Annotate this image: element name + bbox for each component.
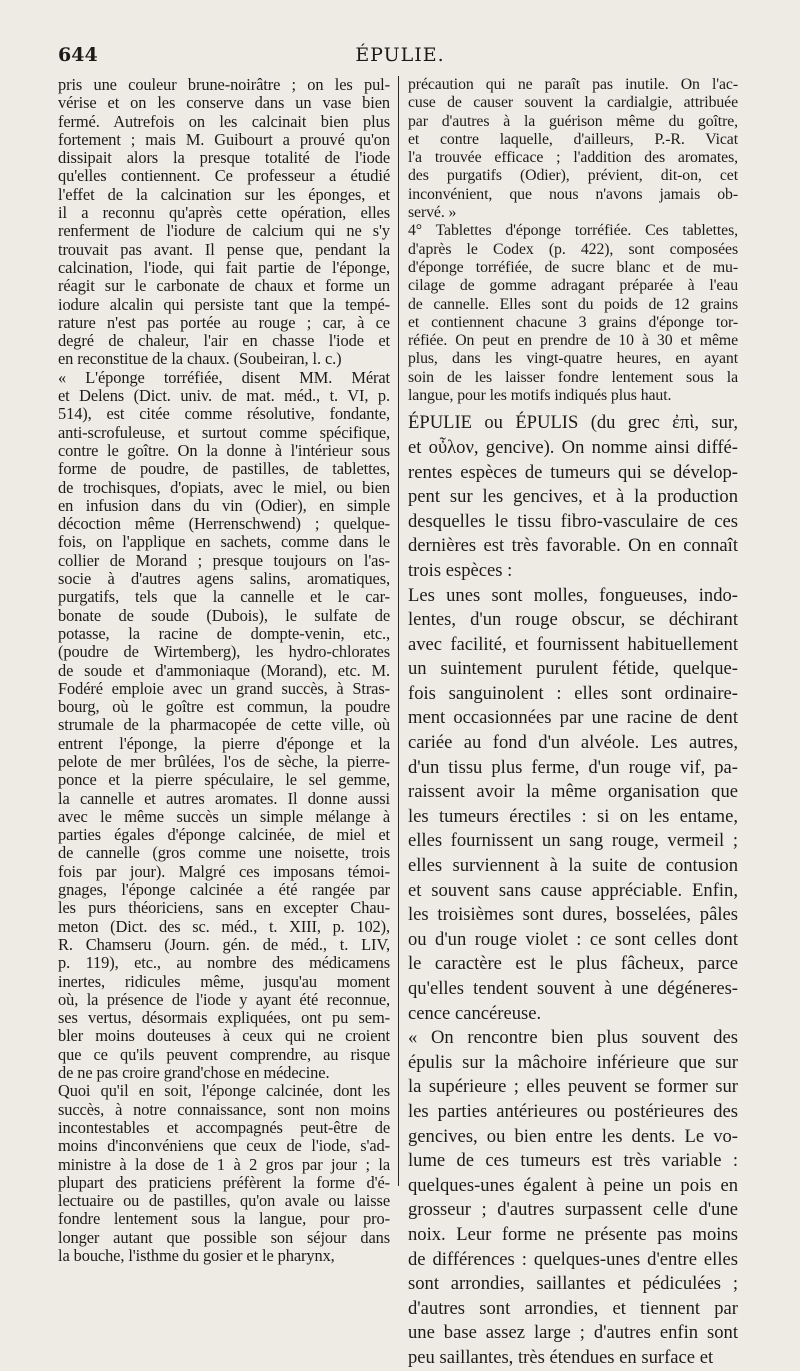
text-line: bourg, où le goître est commun, la poudre <box>58 698 390 717</box>
text-line: desquelles le tissu fibro-vasculaire de ces <box>408 510 738 532</box>
text-line: anti-scrofuleuse, et surtout comme spécifique, <box>58 423 390 442</box>
text-line: dernières est très favorable. On en connaît <box>408 535 738 557</box>
text-line: plupart des praticiens préfèrent la forme d'é- <box>58 1173 390 1192</box>
text-line: rature n'est pas portée au rouge ; car, à ce <box>58 313 390 332</box>
text-line: ministre à la dose de 1 à 2 gros par jour ; la <box>58 1155 390 1174</box>
text-line: « L'éponge torréfiée, disent MM. Mérat <box>58 368 390 387</box>
left-column <box>58 76 390 1265</box>
text-line: ses vertus, désormais expliquées, ont pu sem- <box>58 1009 390 1028</box>
text-line: d'après le Codex (p. 422), sont composées <box>408 240 738 258</box>
text-line: (poudre de Wirtemberg), les hydro-chlorates <box>58 643 390 662</box>
text-line: par d'autres à la guérison même du goître, <box>408 112 738 130</box>
text-line: socie à d'autres agens salins, aromatiques, <box>58 570 390 589</box>
text-line: gnages, l'éponge calcinée a été rangée par <box>58 881 390 900</box>
text-line: d'éponge torréfiée, de sucre blanc et de mu- <box>408 258 738 276</box>
text-line: trouvait pas avant. Il pense que, pendant la <box>58 240 390 259</box>
text-line: qu'elles tendent souvent à une dégéneres- <box>408 978 738 999</box>
text-line: de cannelle (gros comme une noisette, trois <box>58 844 390 863</box>
text-line: fois sanguinolent : elles sont ordinaire- <box>408 682 738 704</box>
text-line: gencives, ou bien entre les dents. Le vo- <box>408 1125 738 1147</box>
text-line: de soude et d'ammoniaque (Morand), etc. M. <box>58 661 390 680</box>
text-line: et οὖλον, gencive). On nomme ainsi diffé- <box>408 436 738 458</box>
text-line: précaution qui ne paraît pas inutile. On l'ac- <box>408 76 738 93</box>
text-line: ment occasionnées par une racine de dent <box>408 707 738 729</box>
text-line: fois par jour). Malgré ces imposans témoi- <box>58 862 390 881</box>
column-divider <box>398 76 399 1186</box>
text-line: de trochisques, d'opiats, avec le miel, ou bien <box>58 478 390 497</box>
text-line: l'effet de la calcination sur les éponges, et <box>58 185 390 204</box>
text-line: bonate de soude (Dubois), le sulfate de <box>58 606 390 625</box>
text-line: fermé. Autrefois on les calcinait bien plus <box>58 112 390 131</box>
text-line: forme de poudre, de pastilles, de tablettes, <box>58 460 390 479</box>
text-line: incontestables et accompagnés peut-être de <box>58 1118 390 1137</box>
text-line: épulis sur la mâchoire inférieure que sur <box>408 1051 738 1073</box>
text-line: longer autant que possible son séjour dans <box>58 1228 390 1247</box>
text-line: il a reconnu qu'après cette opération, elles <box>58 204 390 223</box>
text-line: peu saillantes, très étendues en surface et <box>408 1346 714 1368</box>
text-line: raissent avoir la même organisation que <box>408 781 738 803</box>
text-line: cilage de gomme adragant préparée à l'eau <box>408 277 738 295</box>
text-line: trois espèces : <box>408 559 513 581</box>
text-line: elles surviennent à la suite de contusion <box>408 855 738 877</box>
text-line: Fodéré emploie avec un grand succès, à Stras- <box>58 679 390 698</box>
text-line: avec facilité, et fournissent habituellement <box>408 633 738 655</box>
text-line: cariée au fond d'un alvéole. Les autres, <box>408 732 738 754</box>
text-line: inertes, ridicules même, jusqu'au moment <box>58 972 390 991</box>
text-line: succès, à notre connaissance, sont non moins <box>58 1100 390 1119</box>
text-line: ponce et la pierre spéculaire, le sel gemme, <box>58 771 390 790</box>
text-line: l'a trouvée efficace ; l'addition des aromates, <box>408 149 738 167</box>
text-line: p. 119), etc., au nombre des médicamens <box>58 954 390 973</box>
text-line: de différences : quelques-unes d'entre elles <box>408 1248 738 1270</box>
text-line: dissipait alors la presque totalité de l'iode <box>58 149 390 168</box>
text-line: degré de chaleur, l'air en chasse l'iode et <box>58 332 390 351</box>
text-line: collier de Morand ; presque toujours on l'as- <box>58 551 390 570</box>
text-line: grosseur ; d'autres surpassent celle d'une <box>408 1199 738 1221</box>
text-line: pent sur les gencives, et à la production <box>408 486 738 508</box>
text-line: potasse, la racine de dompte-venin, etc., <box>58 624 390 643</box>
text-line: en infusion dans du vin (Odier), en simple <box>58 496 390 515</box>
text-line: contre le goître. On la donne à l'intérieur sous <box>58 441 390 460</box>
running-head <box>0 44 800 74</box>
text-line: réfiée. On peut en prendre de 10 à 30 et même <box>408 332 738 350</box>
text-line: sont arrondies, saillantes et pédiculées ; <box>408 1273 738 1295</box>
text-line: la bouche, l'isthme du gosier et le pharynx, <box>58 1247 335 1265</box>
text-line: moins d'inconvéniens que ceux de l'iode, s'ad- <box>58 1137 390 1156</box>
text-line: ou d'un rouge violet : ce sont celles dont <box>408 928 738 950</box>
text-line: Quoi qu'il en soit, l'éponge calcinée, dont les <box>58 1082 390 1101</box>
text-line: Les unes sont molles, fongueuses, indo- <box>408 584 738 606</box>
text-line: servé. » <box>408 204 457 222</box>
text-line: 514), est citée comme résolutive, fondante, <box>58 405 390 424</box>
text-line: de ne pas croire grand'chose en médecine. <box>58 1064 330 1083</box>
text-line: elles fournissent un sang rouge, vermeil ; <box>408 830 738 852</box>
text-line: pris une couleur brune-noirâtre ; on les pul- <box>58 76 390 94</box>
text-line: en reconstitue de la chaux. (Soubeiran, l. c.) <box>58 350 342 369</box>
text-line: inconvénient, que nous n'avons jamais ob- <box>408 185 738 203</box>
text-line: cence cancéreuse. <box>408 1002 542 1024</box>
text-line: les purs théoriciens, sans en excepter Chau- <box>58 899 390 918</box>
text-line: iodure alcalin qui persiste tant que la tempé- <box>58 295 390 314</box>
text-line: la cannelle et autres aromates. Il donne aussi <box>58 789 390 808</box>
text-line: les troisièmes sont dures, bosselées, pâles <box>408 904 738 926</box>
text-line: ÉPULIE ou ÉPULIS (du grec ἐπὶ, sur, <box>408 412 738 434</box>
running-title: ÉPULIE. <box>355 44 445 66</box>
text-line: et contiennent chacune 3 grains d'éponge tor- <box>408 313 738 331</box>
text-line: qu'elles contiennent. Ce professeur a étudié <box>58 167 390 186</box>
text-line: les tumeurs érectiles : si on les entame, <box>408 805 738 827</box>
text-line: des purgatifs (Odier), prévient, dit-on, cet <box>408 167 738 185</box>
text-line: noix. Leur forme ne présente pas moins <box>408 1223 738 1245</box>
text-line: R. Chamseru (Journ. gén. de méd., t. LIV, <box>58 935 390 954</box>
text-line: quelques-unes égalent à peine un pois en <box>408 1174 738 1196</box>
text-line: un suintement purulent fétide, quelque- <box>408 658 738 680</box>
text-line: purgatifs, tels que la cannelle et le car- <box>58 588 390 607</box>
text-line: de cannelle. Elles sont du poids de 12 grains <box>408 295 738 313</box>
text-line: fondre lentement sous la langue, pour pro- <box>58 1210 390 1229</box>
text-line: décoction même (Herrenschwend) ; quelque- <box>58 515 390 534</box>
text-line: le caractère est le plus fâcheux, parce <box>408 953 738 975</box>
text-line: calcination, l'iode, qui fait partie de l'éponge, <box>58 258 390 277</box>
text-line: bler moins douteuses à ceux qui ne croient <box>58 1027 390 1046</box>
text-line: réagit sur le carbonate de chaux et forme un <box>58 277 390 296</box>
text-line: et souvent sans cause appréciable. Enfin, <box>408 879 738 901</box>
text-line: entrent l'éponge, la pierre d'éponge et la <box>58 734 390 753</box>
text-line: et Delens (Dict. univ. de mat. méd., t. VI, p. <box>58 387 390 406</box>
right-column-continuation <box>408 76 738 405</box>
text-line: fois, on l'applique en sachets, comme dans le <box>58 533 390 552</box>
text-line: une base assez large ; d'autres enfin sont <box>408 1322 738 1344</box>
text-line: langue, pour les motifs indiqués plus haut. <box>408 387 672 405</box>
text-line: vérise et on les conserve dans un vase bien <box>58 94 390 113</box>
text-line: meton (Dict. des sc. méd., t. XIII, p. 102), <box>58 917 390 936</box>
text-line: fortement ; mais M. Guibourt a prouvé qu'on <box>58 130 390 149</box>
text-line: soin de les laisser fondre lentement sous la <box>408 368 738 386</box>
text-line: lentes, d'un rouge obscur, se déchirant <box>408 609 738 631</box>
text-line: pelote de mer brûlées, l'os de sèche, la pierre- <box>58 752 390 771</box>
text-line: rentes espèces de tumeurs qui se dévelop- <box>408 461 738 483</box>
right-column <box>408 76 738 1371</box>
text-line: cuse de causer souvent la cardialgie, attribuée <box>408 94 738 112</box>
text-line: la supérieure ; elles peuvent se former sur <box>408 1076 738 1098</box>
text-line: que ce qu'ils peuvent comprendre, au risque <box>58 1045 390 1064</box>
text-line: d'un tissu plus ferme, d'un rouge vif, pa- <box>408 756 738 778</box>
text-line: avec le même succès un simple mélange à <box>58 807 390 826</box>
text-line: renferment de l'iodure de calcium qui ne s'y <box>58 222 390 241</box>
text-line: les parties antérieures ou postérieures des <box>408 1100 738 1122</box>
epulie-article <box>408 411 738 1370</box>
text-line: lume de ces tumeurs est très variable : <box>408 1150 738 1172</box>
text-line: plus, dans les vingt-quatre heures, en ayant <box>408 350 738 368</box>
page-number: 644 <box>58 44 98 66</box>
text-line: strumale de la pharmacopée de cette ville, où <box>58 716 390 735</box>
text-line: et contre laquelle, d'ailleurs, P.-R. Vicat <box>408 130 738 148</box>
text-line: où, la présence de l'iode y ayant été reconnue, <box>58 990 390 1009</box>
text-line: 4° Tablettes d'éponge torréfiée. Ces tablettes, <box>408 222 738 240</box>
text-line: lectuaire ou de pastilles, qu'on avale ou laisse <box>58 1192 390 1211</box>
text-line: « On rencontre bien plus souvent des <box>408 1027 738 1049</box>
text-line: d'autres sont arrondies, et tiennent par <box>408 1297 738 1319</box>
text-line: parties égales d'éponge calcinée, de miel et <box>58 826 390 845</box>
